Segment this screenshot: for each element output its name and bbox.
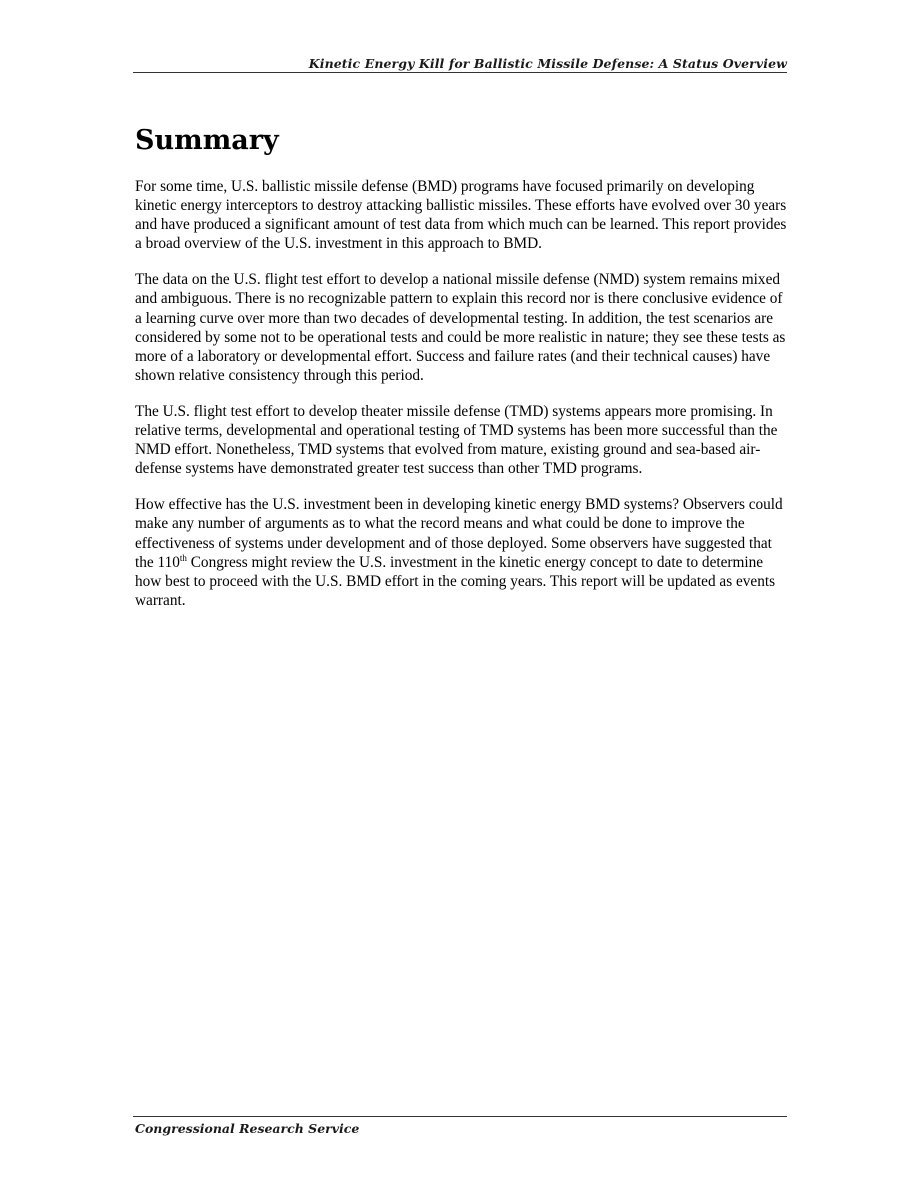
running-footer-organization: Congressional Research Service (135, 1121, 360, 1136)
summary-body (135, 177, 787, 627)
paragraph-nmd-testing: The data on the U.S. flight test effort to develop a national missile defense (NMD) system remains mixed and ambiguous. There is no recognizable pattern to explain this record nor is there conclusive evidence of a learning curve over more than two decades of developmental testing. In addition, the test scenarios are considered by some not to be operational tests and could be more realistic in nature; they see these tests as more of a laboratory or developmental effort. Success and failure rates (and their technical causes) have shown relative consistency through this period. (135, 271, 786, 384)
running-header-title: Kinetic Energy Kill for Ballistic Missile Defense: A Status Overview (308, 56, 787, 71)
header-divider (133, 72, 787, 73)
paragraph-tmd-testing: The U.S. flight test effort to develop theater missile defense (TMD) systems appears more promising. In relative terms, developmental and operational testing of TMD systems has been more successful than the NMD effort. Nonetheless, TMD systems that evolved from mature, existing ground and sea-based air-defense systems have demonstrated greater test success than other TMD programs. (135, 402, 778, 478)
paragraph-effectiveness-part2: Congress might review the U.S. investment in the kinetic energy concept to date to determine how best to proceed with the U.S. BMD effort in the coming years. This report will be updated as events warrant. (135, 553, 776, 609)
paragraph-effectiveness (135, 495, 787, 610)
paragraph-effectiveness-part1: How effective has the U.S. investment been in developing kinetic energy BMD systems? Observers could make any number of arguments as to what the record means and what could be done to improve the effectiveness of systems under development and of those deployed. Some observers have suggested that the 110 (135, 496, 783, 571)
paragraph-overview: For some time, U.S. ballistic missile defense (BMD) programs have focused primarily on developing kinetic energy interceptors to destroy attacking ballistic missiles. These efforts have evolved over 30 years and have produced a significant amount of test data from which much can be learned. This report provides a broad overview of the U.S. investment in this approach to BMD. (135, 178, 787, 253)
ordinal-superscript: th (179, 552, 187, 563)
footer-divider (133, 1116, 787, 1117)
page-title: Summary (135, 125, 279, 156)
